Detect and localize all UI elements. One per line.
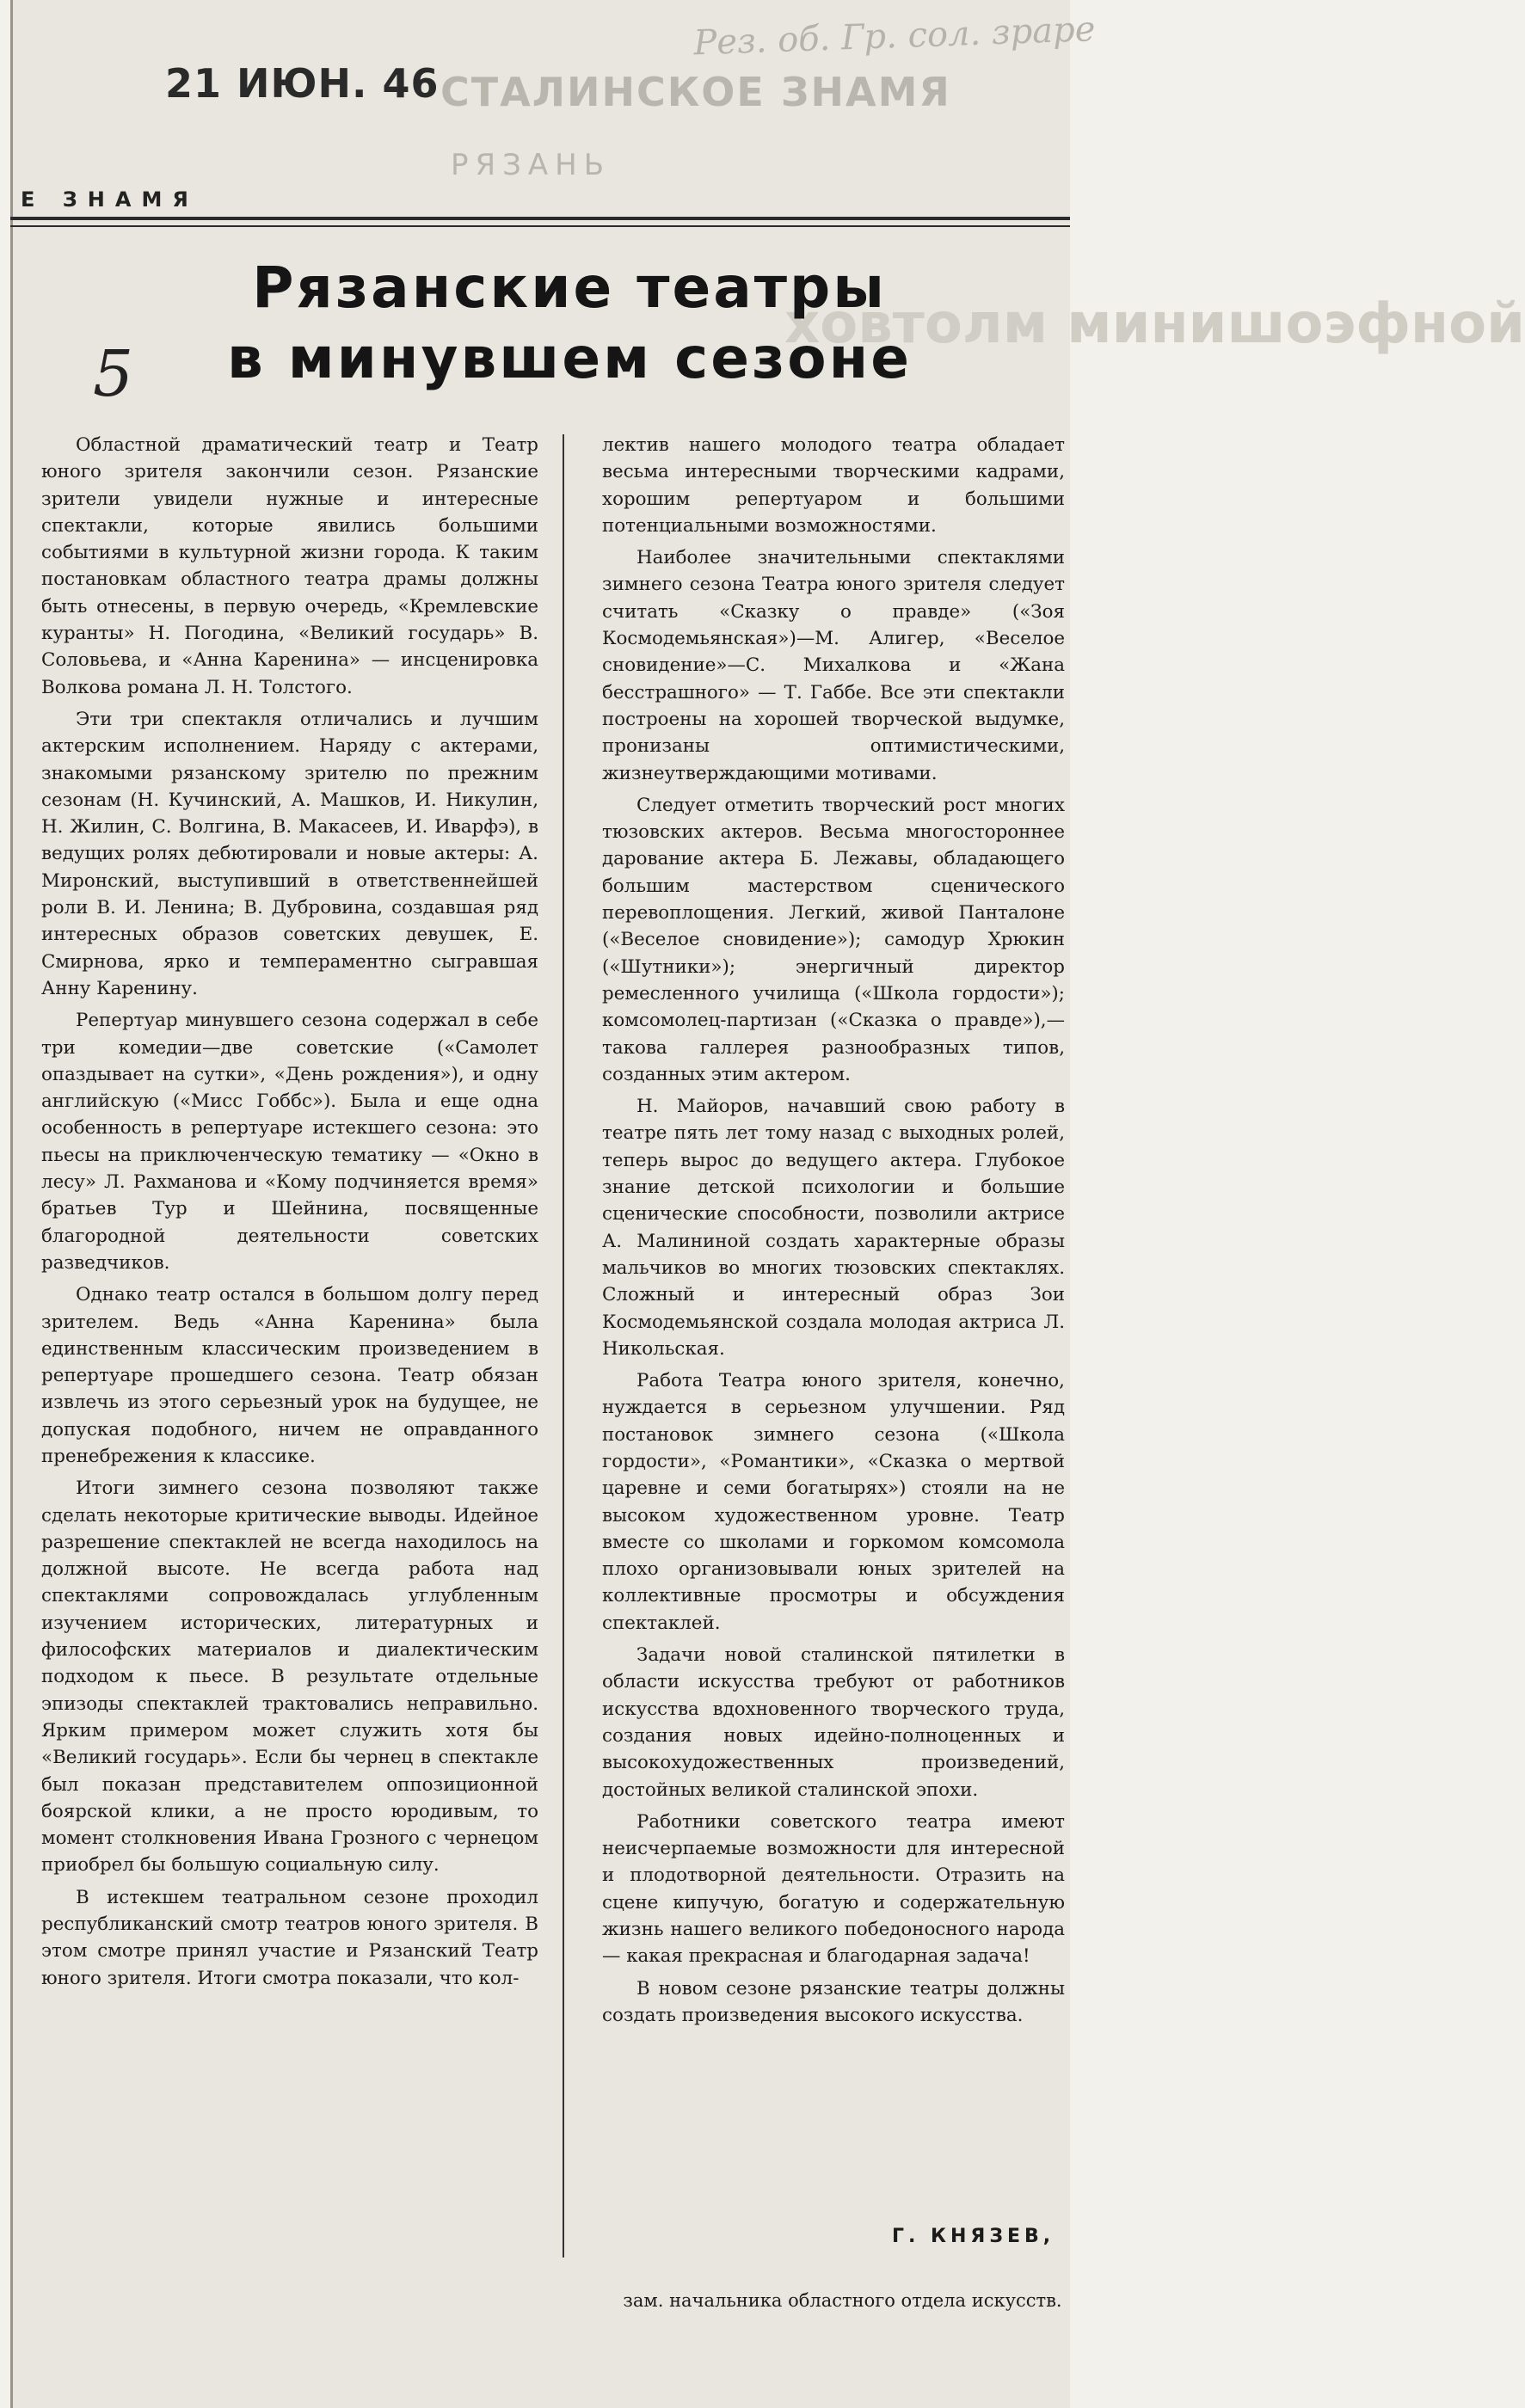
paragraph: В новом сезоне рязанские театры должны создать произведения высокого искусства. (602, 1977, 1065, 2026)
date-stamp: 21 ИЮН. 46 (165, 60, 440, 107)
article-column-right (602, 432, 1065, 2034)
column-divider (563, 434, 564, 2258)
margin-mark: 5 (93, 337, 134, 411)
city-stamp: РЯЗАНЬ (451, 148, 612, 182)
masthead: Е ЗНАМЯ (21, 187, 199, 212)
paragraph: Наиболее значительными спектаклями зимнего сезона Театра юного зрителя следует считать «Сказку о правде» («Зоя Космодемьянская»)—М. Алигер, «Веселое сновидение»—С. Михалкова и «Жана бесстрашного» — Т. Габбе. Все эти спектакли построены на хорошей творческой выдумке, пронизаны оптимистическими, жизнеутверждающими мотивами. (602, 547, 1065, 784)
masthead-rule (10, 217, 1070, 220)
newspaper-stamp: СТАЛИНСКОЕ ЗНАМЯ (440, 69, 951, 115)
paragraph: Репертуар минувшего сезона содержал в себе три комедии—две советские («Самолет опаздывает на сутки», «День рождения»), и одну английскую («Мисс Гоббс»). Была и еще одна особенность в репертуаре истекшего сезона: это пьесы на приключенческую тематику — «Окно в лесу» Л. Рахманова и «Кому подчиняется время» братьев Тур и Шейнина, посвященные благородной деятельности советских разведчиков. (41, 1010, 538, 1274)
paragraph: Эти три спектакля отличались и лучшим актерским исполнением. Наряду с актерами, знакомыми рязанскому зрителю по прежним сезонам (Н. Кучинский, А. Машков, И. Никулин, Н. Жилин, С. Волгина, В. Макасеев, И. Иварфэ), в ведущих ролях дебютировали и новые актеры: А. Миронский, выступивший в ответственнейшей роли В. И. Ленина; В. Дубровина, создавшая ряд интересных образов советских девушек, Е. Смирнова, ярко и темпераментно сыгравшая Анну Каренину. (41, 708, 538, 999)
author-name: Г. КНЯЗЕВ, (892, 2226, 1055, 2247)
headline-line-1: Рязанские театры (252, 255, 887, 321)
paragraph: Задачи новой сталинской пятилетки в области искусства требуют от работников искусства вдохновенного творческого труда, создания новых идейно-полноценных и высокохудожественных произведений, достойных великой сталинской эпохи. (602, 1644, 1065, 1801)
handwritten-note: Рез. об. Гр. сол. зраре (692, 9, 1097, 64)
article-column-left (41, 432, 538, 1997)
clipping-edge (10, 0, 13, 2408)
paragraph: Итоги зимнего сезона позволяют также сделать некоторые критические выводы. Идейное разрешение спектаклей не всегда находилось на должной высоте. Не всегда работа над спектаклями сопровождалась углубленным изучением исторических, литературных и философских материалов и диалектическим подходом к пьесе. В результате отдельные эпизоды спектаклей трактовались неправильно. Ярким примером может служить хотя бы «Великий государь». Если бы чернец в спектакле был показан представителем оппозиционной боярской клики, а не просто юродивым, то момент столкновения Ивана Грозного с чернецом приобрел бы большую социальную силу. (41, 1477, 538, 1877)
article-headline (182, 253, 956, 394)
newspaper-clipping (10, 0, 1525, 2408)
paragraph: лектив нашего молодого театра обладает весьма интересными творческими кадрами, хорошим репертуаром и большими потенциальными возможностями. (602, 434, 1065, 537)
headline-line-2: в минувшем сезоне (226, 325, 913, 391)
paragraph: Областной драматический театр и Театр юного зрителя закончили сезон. Рязанские зрители увидели нужные и интересные спектакли, которые явились большими событиями в культурной жизни города. К таким постановкам областного театра драмы должны быть отнесены, в первую очередь, «Кремлевские куранты» Н. Погодина, «Великий государь» В. Соловьева, и «Анна Каренина» — инсценировка Волкова романа Л. Н. Толстого. (41, 434, 538, 698)
author-title: зам. начальника областного отдела искусств. (623, 2290, 1062, 2311)
paragraph: Н. Майоров, начавший свою работу в театре пять лет тому назад с выходных ролей, теперь вырос до ведущего актера. Глубокое знание детской психологии и большие сценические способности, позволили актрисе А. Малининой создать характерные образы мальчиков во многих тюзовских спектаклях. Сложный и интересный образ Зои Космодемьянской создала молодая актриса Л. Никольская. (602, 1096, 1065, 1360)
paragraph: Работники советского театра имеют неисчерпаемые возможности для интересной и плодотворной деятельности. Отразить на сцене кипучую, богатую и содержательную жизнь нашего великого победоносного народа — какая прекрасная и благодарная задача! (602, 1810, 1065, 1968)
paragraph: Работа Театра юного зрителя, конечно, нуждается в серьезном улучшении. Ряд постановок зимнего сезона («Школа гордости», «Романтики», «Сказка о мертвой царевне и семи богатырях») стояли на не высоком художественном уровне. Театр вместе со школами и горкомом комсомола плохо организовывали юных зрителей на коллективные просмотры и обсуждения спектаклей. (602, 1370, 1065, 1634)
paragraph: Однако театр остался в большом долгу перед зрителем. Ведь «Анна Каренина» была единственным классическим произведением в репертуаре прошедшего сезона. Театр обязан извлечь из этого серьезный урок на будущее, не допуская подобного, ничем не оправданного пренебрежения к классике. (41, 1284, 538, 1467)
paragraph: В истекшем театральном сезоне проходил республиканский смотр театров юного зрителя. В этом смотре принял участие и Рязанский Театр юного зрителя. Итоги смотра показали, что кол- (41, 1886, 538, 1989)
masthead-rule-thin (10, 225, 1070, 227)
paragraph: Следует отметить творческий рост многих тюзовских актеров. Весьма многостороннее дарование актера Б. Лежавы, обладающего большим мастерством сценического перевоплощения. Легкий, живой Панталоне («Веселое сновидение»); самодур Хрюкин («Шутники»); энергичный директор ремесленного училища («Школа гордости»); комсомолец-партизан («Сказка о правде»),—такова галлерея разнообразных типов, созданных этим актером. (602, 794, 1065, 1085)
bleed-through-text: ховтолм минишоэфной (784, 292, 1525, 356)
